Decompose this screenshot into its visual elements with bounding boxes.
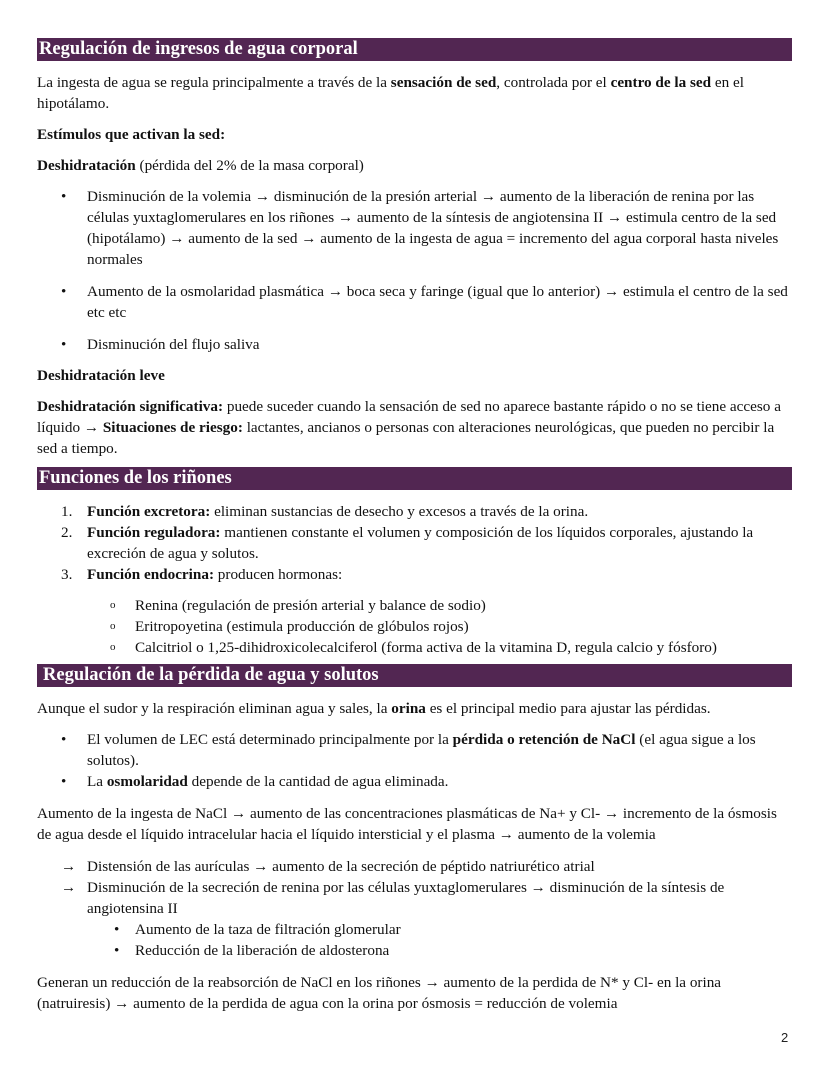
list-item: 3. Función endocrina: producen hormonas: [61, 566, 343, 583]
bullet-icon: • [61, 731, 67, 748]
page-number: 2 [781, 1030, 789, 1045]
list-item: 1. Función excretora: eliminan sustancias de desecho y excesos a través de la orina. [61, 503, 589, 520]
bullet-icon: • [114, 921, 120, 938]
list-item: o Calcitriol o 1,25-dihidroxicolecalciferol (forma activa de la vitamina D, regula calcio y fósforo) [110, 639, 717, 656]
hormones-list [37, 595, 792, 658]
list-item: • Disminución del flujo saliva [61, 336, 260, 353]
circle-bullet-icon: o [110, 620, 116, 632]
bullet-icon: • [61, 188, 67, 205]
conclusion-paragraph: Generan un reducción de la reabsorción de NaCl en los riñones → aumento de la perdida de N* y Cl- en la orina (natruiresis) → aumento de la perdida de agua con la orina por ósmosis = reducción de volemia [37, 974, 722, 1012]
list-item: • Disminución de la volemia → disminución de la presión arterial → aumento de la liberación de renina por las células yuxtaglomerulares en los riñones → aumento de la síntesis de angiotensina II → estimula centro de la sed (hipotálamo) → aumento de la sed → aumento de la ingesta de agua = incremento del agua corporal hasta niveles normales [61, 188, 779, 268]
arrow-icon: → [61, 879, 77, 896]
circle-bullet-icon: o [110, 641, 116, 653]
dehydration-line: Deshidratación (pérdida del 2% de la masa corporal) [37, 157, 364, 174]
section-header-water-loss: Regulación de la pérdida de agua y solutos [37, 664, 792, 687]
list-item: → Distensión de las aurículas → aumento de la secreción de péptido natriurético atrial [61, 858, 595, 875]
section-header-water-intake: Regulación de ingresos de agua corporal [37, 38, 792, 61]
bullet-icon: • [61, 283, 67, 300]
thirst-stimuli-list [37, 186, 792, 355]
bullet-icon: • [61, 773, 67, 790]
arrow-icon: → [61, 858, 77, 875]
consequences-list [37, 856, 792, 919]
significant-dehydration-paragraph: Deshidratación significativa: puede suceder cuando la sensación de sed no aparece bastante rápido o no se tiene acceso a líquido → Situaciones de riesgo: lactantes, ancianos o personas con alteraciones neurológicas, que pueden no percibir la sed a tiempo. [37, 398, 781, 457]
list-item: → Disminución de la secreción de renina por las células yuxtaglomerulares → disminución de la síntesis de angiotensina II [61, 879, 725, 917]
nacl-paragraph: Aumento de la ingesta de NaCl → aumento de las concentraciones plasmáticas de Na+ y Cl- → incremento de la ósmosis de agua desde el líquido intracelular hacia el líquido intersticial y el plasma → aumento de la volemia [37, 805, 777, 843]
list-item: o Eritropoyetina (estimula producción de glóbulos rojos) [110, 618, 469, 635]
bullet-icon: • [114, 942, 120, 959]
circle-bullet-icon: o [110, 599, 116, 611]
effects-list [37, 919, 792, 961]
intro-paragraph: La ingesta de agua se regula principalmente a través de la sensación de sed, controlada por el centro de la sed en el hipotálamo. [37, 74, 745, 112]
urine-intro-paragraph: Aunque el sudor y la respiración eliminan agua y sales, la orina es el principal medio para ajustar las pérdidas. [37, 700, 711, 717]
list-item: • Reducción de la liberación de aldosterona [114, 942, 390, 959]
lec-list [37, 729, 792, 792]
mild-dehydration-heading: Deshidratación leve [37, 367, 165, 384]
document-page [37, 38, 792, 1014]
section-header-kidney-functions: Funciones de los riñones [37, 467, 792, 490]
list-item: o Renina (regulación de presión arterial y balance de sodio) [110, 597, 486, 614]
kidney-functions-list [37, 501, 792, 585]
stimuli-heading: Estímulos que activan la sed: [37, 126, 226, 143]
list-item: • La osmolaridad depende de la cantidad de agua eliminada. [61, 773, 449, 790]
list-item: 2. Función reguladora: mantienen constante el volumen y composición de los líquidos corporales, ajustando la excreción de agua y solutos. [61, 524, 754, 562]
list-item: • El volumen de LEC está determinado principalmente por la pérdida o retención de NaCl (el agua sigue a los solutos). [61, 731, 756, 769]
list-item: • Aumento de la taza de filtración glomerular [114, 921, 401, 938]
list-item: • Aumento de la osmolaridad plasmática → boca seca y faringe (igual que lo anterior) → estimula el centro de la sed etc etc [61, 283, 788, 321]
bullet-icon: • [61, 336, 67, 353]
